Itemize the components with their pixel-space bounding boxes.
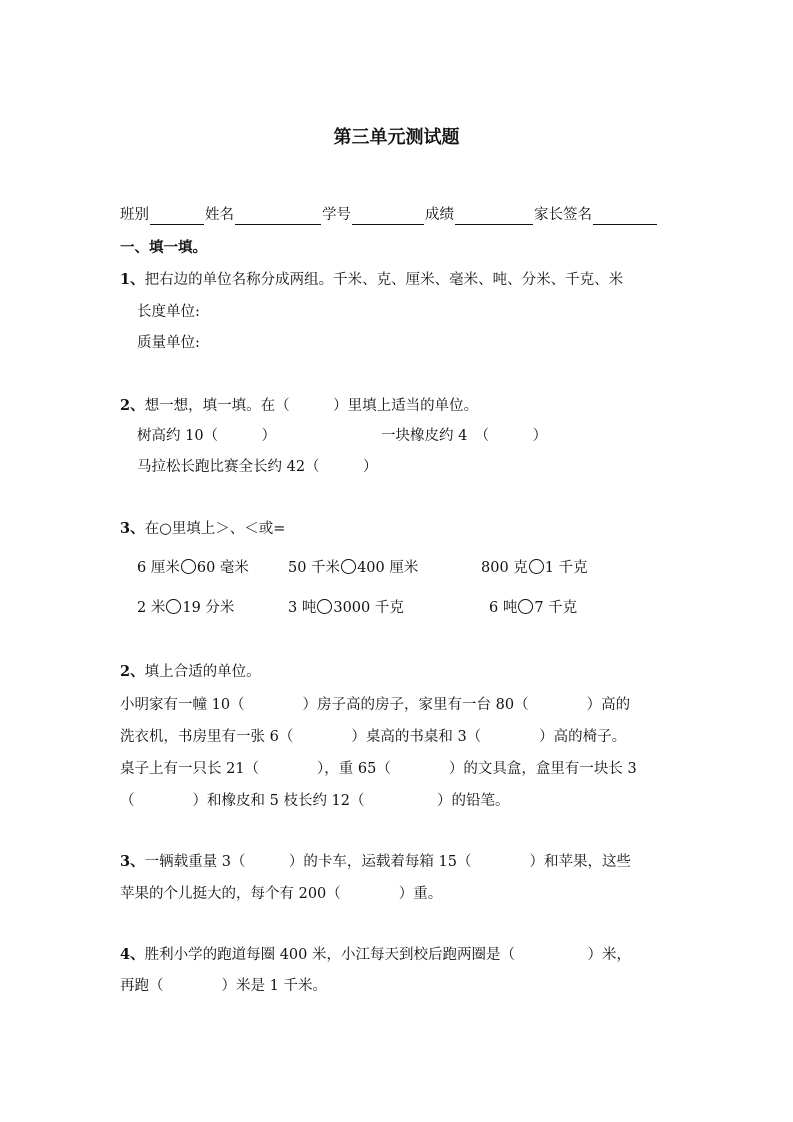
question-3 — [120, 519, 285, 539]
compare-circle[interactable] — [181, 559, 196, 574]
question-number: 2、 — [120, 397, 145, 414]
student-info-row — [120, 205, 658, 225]
paragraph-line: 桌子上有一只长 21（ ），重 65（ ）的文具盒，盒里有一块长 3 — [120, 761, 637, 777]
compare-circle[interactable] — [341, 559, 356, 574]
question-text: 填上合适的单位。 — [144, 664, 261, 680]
comparison-item: 2 米 19 分米 — [137, 600, 235, 616]
name-label: 姓名 — [205, 207, 234, 223]
parent-signature-blank[interactable] — [593, 208, 657, 225]
class-blank[interactable] — [150, 208, 204, 225]
question-number: 1、 — [120, 271, 145, 288]
paragraph-line: 洗衣机，书房里有一张 6（ ）桌高的书桌和 3（ ）高的椅子。 — [120, 729, 627, 745]
question-number: 4、 — [120, 946, 145, 963]
compare-circle[interactable] — [166, 599, 181, 614]
id-label: 学号 — [322, 207, 351, 223]
question-number: 2、 — [120, 663, 145, 680]
question-1 — [120, 270, 623, 290]
question-text: 在○里填上＞、＜或= — [144, 521, 286, 537]
paragraph-line: 小明家有一幢 10（ ）房子高的房子，家里有一台 80（ ）高的 — [120, 697, 631, 713]
compare-circle[interactable] — [529, 559, 544, 574]
class-label: 班别 — [120, 207, 149, 223]
name-blank[interactable] — [235, 208, 321, 225]
paragraph-line: 苹果的个儿挺大的，每个有 200（ ）重。 — [120, 886, 443, 902]
length-units-label: 长度单位: — [137, 304, 200, 320]
comparison-item: 3 吨 3000 千克 — [288, 600, 404, 616]
question-number: 3、 — [120, 853, 145, 870]
question-text: 想一想，填一填。在（ ）里填上适当的单位。 — [144, 398, 479, 414]
question-number: 3、 — [120, 520, 145, 537]
paragraph-line: （ ）和橡皮和 5 枝长约 12（ ）的铅笔。 — [120, 793, 510, 809]
compare-circle[interactable] — [518, 599, 533, 614]
score-blank[interactable] — [455, 208, 533, 225]
fill-item: 树高约 10（ ） — [137, 428, 277, 444]
fill-item: 马拉松长跑比赛全长约 42（ ） — [137, 459, 378, 475]
comparison-item: 50 千米 400 厘米 — [288, 560, 419, 576]
comparison-item: 6 吨 7 千克 — [489, 600, 578, 616]
paragraph-line: 再跑（ ）米是 1 千米。 — [120, 978, 327, 994]
section-heading: 一、填一填。 — [120, 239, 207, 256]
comparison-item: 800 克 1 千克 — [481, 560, 588, 576]
parent-signature-label: 家长签名 — [534, 207, 592, 223]
comparison-item: 6 厘米 60 毫米 — [137, 560, 249, 576]
paragraph-line: 胜利小学的跑道每圈 400 米，小江每天到校后跑两圈是（ ）米， — [144, 947, 631, 963]
question-2 — [120, 396, 478, 416]
mass-units-label: 质量单位: — [137, 335, 200, 351]
page-title: 第三单元测试题 — [333, 127, 460, 148]
question-4 — [120, 945, 631, 965]
paragraph-line: 一辆载重量 3（ ）的卡车，运载着每箱 15（ ）和苹果，这些 — [144, 854, 631, 870]
question-2-units — [120, 662, 261, 682]
compare-circle[interactable] — [317, 599, 332, 614]
fill-item: 一块橡皮约 4 （ ） — [381, 428, 548, 444]
id-blank[interactable] — [352, 208, 424, 225]
question-text: 把右边的单位名称分成两组。千米、克、厘米、毫米、吨、分米、千克、米 — [144, 272, 624, 288]
score-label: 成绩 — [425, 207, 454, 223]
question-3-truck — [120, 852, 631, 872]
